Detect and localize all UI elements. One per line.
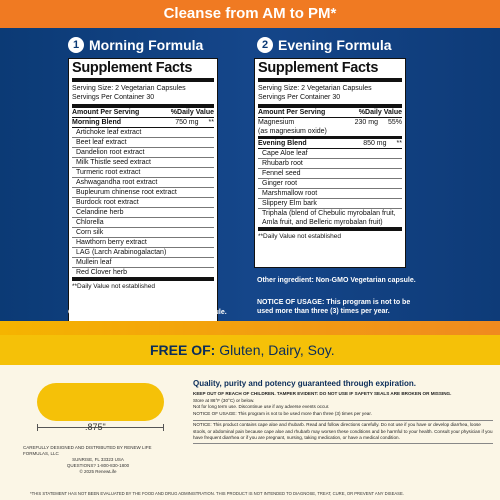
formula-section [0, 28, 500, 335]
morning-ingredient: Corn silk [72, 228, 214, 238]
magnesium-source: (as magnesium oxide) [258, 128, 327, 135]
evening-ingredient: Triphala (blend of Chebulic myrobalan fruit, Amla fruit, and Belleric myrobalan fruit) [258, 209, 402, 231]
magnesium-name: Magnesium [258, 119, 295, 126]
morning-ingredient: Milk Thistle seed extract [72, 158, 214, 168]
capsule-icon [37, 383, 164, 421]
magnesium-amount: 230 mg [354, 119, 378, 126]
evening-hdr-left: Amount Per Serving [258, 109, 326, 116]
maker-line-4: © 2025 RenewLife [79, 469, 117, 474]
morning-servings: Servings Per Container 30 [72, 94, 155, 101]
morning-blend-row [72, 118, 214, 128]
magnesium-dv: 55% [387, 119, 402, 126]
morning-supplement-facts [68, 58, 218, 330]
free-of-label: FREE OF: [150, 342, 216, 358]
evening-serving-info [258, 82, 402, 108]
morning-note: **Daily Value not established [72, 283, 155, 290]
evening-other-ingredient: Other ingredient: Non-GMO Vegetarian capsule. [257, 277, 416, 284]
evening-blend-dv: ** [396, 140, 402, 147]
evening-servings: Servings Per Container 30 [258, 94, 341, 101]
free-of-bar [0, 335, 500, 365]
morning-ingredient-list [72, 128, 214, 281]
morning-facts-title: Supplement Facts [72, 59, 214, 82]
morning-blend-dv: ** [208, 119, 214, 126]
maker-line-3: QUESTIONS? 1-800-830-1800 [66, 463, 130, 468]
evening-ingredient: Rhubarb root [258, 159, 402, 169]
morning-ingredient: Beet leaf extract [72, 138, 214, 148]
free-of-items: Gluten, Dairy, Soy. [219, 342, 335, 358]
morning-title-text: Morning Formula [89, 37, 204, 53]
evening-title-text: Evening Formula [278, 37, 392, 53]
magnesium-row [258, 118, 402, 139]
morning-ingredient: Chlorella [72, 218, 214, 228]
morning-serving-size: Serving Size: 2 Vegetarian Capsules [72, 85, 186, 92]
long-term-note: Not for long term use. Discontinue use if any adverse events occur. [193, 404, 330, 409]
morning-ingredient: Red Clover herb [72, 268, 214, 281]
morning-ingredient: Burdock root extract [72, 198, 214, 208]
morning-other-ingredient: Other ingredient: Non-GMO Vegetarian capsule. [68, 309, 227, 316]
evening-note: **Daily Value not established [258, 233, 341, 240]
evening-ingredient-list [258, 149, 402, 231]
morning-ingredient: Dandelion root extract [72, 148, 214, 158]
morning-ingredient: Mullein leaf [72, 258, 214, 268]
fda-disclaimer: *THIS STATEMENT HAS NOT BEEN EVALUATED BY THE FOOD AND DRUG ADMINISTRATION. THIS PRODUCT IS NOT INTENDED TO DIAGNOSE, TREAT, CURE, OR PREVENT ANY DISEASE. [30, 491, 404, 496]
morning-hdr-right: %Daily Value [170, 109, 214, 116]
quality-guarantee: Quality, purity and potency guaranteed through expiration. [193, 379, 416, 388]
morning-ingredient: LAG (Larch Arabinogalactan) [72, 248, 214, 258]
morning-serving-info [72, 82, 214, 108]
evening-usage-notice: NOTICE OF USAGE: This program is not to be used more than three (3) times per year. [257, 299, 411, 315]
evening-title [257, 37, 392, 53]
evening-ingredient: Ginger root [258, 179, 402, 189]
evening-blend-amount: 850 mg [363, 140, 387, 147]
top-banner: Cleanse from AM to PM* [0, 0, 500, 28]
evening-hdr-right: %Daily Value [358, 109, 402, 116]
evening-ingredient: Fennel seed [258, 169, 402, 179]
morning-hdr-left: Amount Per Serving [72, 109, 140, 116]
evening-header-row [258, 108, 402, 118]
morning-header-row [72, 108, 214, 118]
morning-ingredient: Turmeric root extract [72, 168, 214, 178]
morning-blend-name: Morning Blend [72, 119, 121, 126]
evening-serving-size: Serving Size: 2 Vegetarian Capsules [258, 85, 372, 92]
manufacturer-info [23, 445, 173, 475]
number-two-icon: 2 [257, 37, 273, 53]
evening-ingredient: Marshmallow root [258, 189, 402, 199]
morning-title [68, 37, 203, 53]
storage-note: Store at 86°F (30°C) or below. [193, 397, 255, 403]
bottom-info [0, 365, 500, 500]
morning-ingredient: Ashwagandha root extract [72, 178, 214, 188]
evening-ingredient: Cape Aloe leaf [258, 149, 402, 159]
evening-supplement-facts [254, 58, 406, 268]
maker-line-1: CAREFULLY DESIGNED AND DISTRIBUTED BY RENEW LIFE FORMULAS, LLC [23, 445, 152, 456]
evening-ingredient: Slippery Elm bark [258, 199, 402, 209]
keep-out-warning: KEEP OUT OF REACH OF CHILDREN. TAMPER EVIDENT: DO NOT USE IF SAFETY SEALS ARE BROKEN OR MISSING. [193, 391, 452, 396]
evening-blend-row [258, 139, 402, 149]
usage-note: NOTICE OF USAGE: This program is not to be used more than three (3) times per year. [193, 410, 372, 416]
morning-ingredient: Celandine herb [72, 208, 214, 218]
warnings-block [193, 379, 493, 444]
capsule-size: .875" [85, 422, 106, 432]
aloe-notice: NOTICE: This product contains cape aloe and rhubarb. Read and follow directions carefully. Do not use if you have or develop diarrhea, loose stools, or abdominal pain because cape aloe and rhubarb may worsen these conditions and be harmful to your health. Consult your physician if you have frequent diarrhea or if you are pregnant, nursing, taking medication, or have a medical condition. [193, 420, 493, 444]
maker-line-2: SUNRISE, FL 33323 USA [72, 457, 124, 462]
evening-facts-title: Supplement Facts [258, 59, 402, 82]
morning-ingredient: Artichoke leaf extract [72, 128, 214, 138]
morning-ingredient: Hawthorn berry extract [72, 238, 214, 248]
evening-blend-name: Evening Blend [258, 140, 307, 147]
morning-ingredient: Bupleurum chinense root extract [72, 188, 214, 198]
number-one-icon: 1 [68, 37, 84, 53]
morning-blend-amount: 750 mg [175, 119, 199, 126]
